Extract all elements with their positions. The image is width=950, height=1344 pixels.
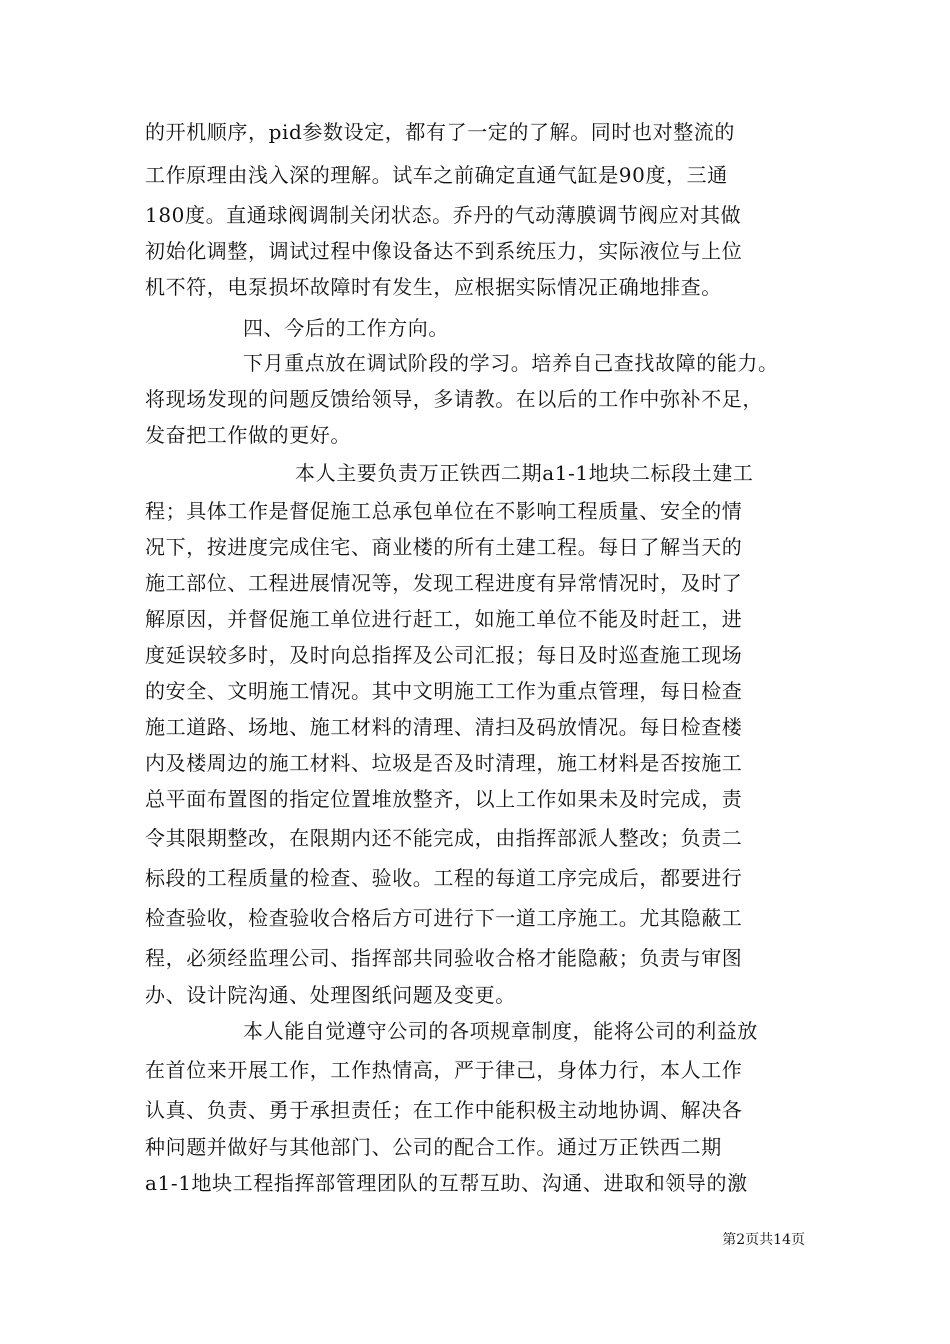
text-line: 下月重点放在调试阶段的学习。培养自己查找故障的能力。 xyxy=(243,351,779,375)
text-line: a1-1地块工程指挥部管理团队的互帮互助、沟通、进取和领导的激 xyxy=(145,1171,748,1195)
text-line: 在首位来开展工作，工作热情高，严于律己，身体力行，本人工作 xyxy=(145,1058,743,1082)
text-line: 程，必须经监理公司、指挥部共同验收合格才能隐蔽；负责与审图 xyxy=(145,946,743,970)
text-line: 工作原理由浅入深的理解。试车之前确定直通气缸是90度，三通 xyxy=(145,163,728,187)
text-line: 解原因，并督促施工单位进行赶工，如施工单位不能及时赶工，进 xyxy=(145,607,743,631)
text-line: 本人主要负责万正铁西二期a1-1地块二标段土建工 xyxy=(295,461,754,485)
text-line: 种问题并做好与其他部门、公司的配合工作。通过万正铁西二期 xyxy=(145,1135,722,1159)
text-line: 初始化调整，调试过程中像设备达不到系统压力，实际液位与上位 xyxy=(145,239,743,263)
text-line: 将现场发现的问题反馈给领导，多请教。在以后的工作中弥补不足， xyxy=(145,387,763,411)
text-line: 180度。直通球阀调制关闭状态。乔丹的气动薄膜调节阀应对其做 xyxy=(145,203,742,227)
text-line: 令其限期整改，在限期内还不能完成，由指挥部派人整改；负责二 xyxy=(145,826,743,850)
text-line: 况下，按进度完成住宅、商业楼的所有土建工程。每日了解当天的 xyxy=(145,535,743,559)
text-line: 检查验收，检查验收合格后方可进行下一道工序施工。尤其隐蔽工 xyxy=(145,906,743,930)
text-line: 总平面布置图的指定位置堆放整齐，以上工作如果未及时完成，责 xyxy=(145,787,743,811)
text-line: 标段的工程质量的检查、验收。工程的每道工序完成后，都要进行 xyxy=(145,866,743,890)
page-number: 第2页共14页 xyxy=(722,1232,805,1248)
text-line: 的开机顺序，pid参数设定，都有了一定的了解。同时也对整流的 xyxy=(145,120,736,144)
text-line: 本人能自觉遵守公司的各项规章制度，能将公司的利益放 xyxy=(243,1019,758,1043)
text-line: 认真、负责、勇于承担责任；在工作中能积极主动地协调、解决各 xyxy=(145,1098,743,1122)
text-line: 机不符，电泵损坏故障时有发生，应根据实际情况正确地排查。 xyxy=(145,275,722,299)
text-line: 内及楼周边的施工材料、垃圾是否及时清理，施工材料是否按施工 xyxy=(145,751,743,775)
text-line: 施工道路、场地、施工材料的清理、清扫及码放情况。每日检查楼 xyxy=(145,715,743,739)
text-line: 度延误较多时，及时向总指挥及公司汇报；每日及时巡查施工现场 xyxy=(145,643,743,667)
text-line: 施工部位、工程进展情况等，发现工程进度有异常情况时，及时了 xyxy=(145,571,743,595)
text-line: 发奋把工作做的更好。 xyxy=(145,423,351,447)
text-line: 程；具体工作是督促施工总承包单位在不影响工程质量、安全的情 xyxy=(145,499,743,523)
text-line: 办、设计院沟通、处理图纸问题及变更。 xyxy=(145,983,516,1007)
text-line: 的安全、文明施工情况。其中文明施工工作为重点管理，每日检查 xyxy=(145,679,743,703)
section-heading: 四、今后的工作方向。 xyxy=(243,316,449,340)
